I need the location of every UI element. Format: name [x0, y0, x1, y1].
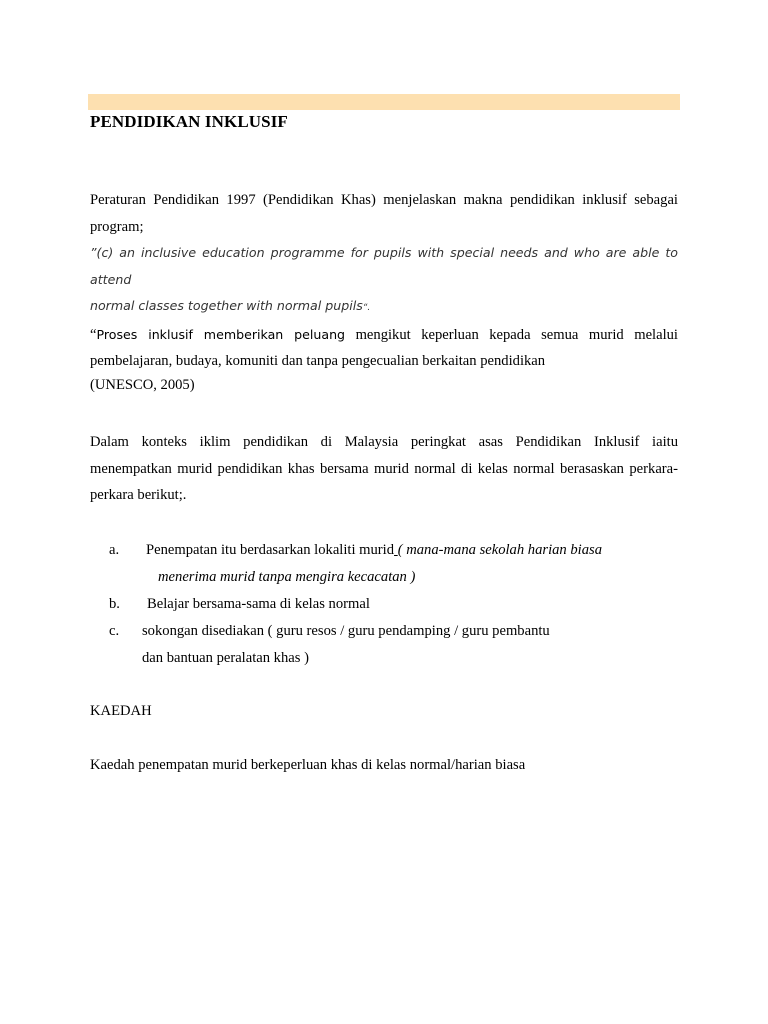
paragraph-regulation	[90, 187, 678, 322]
header-band	[88, 94, 680, 110]
list-item-a-continuation: menerima murid tanpa mengira kecacatan )	[158, 569, 416, 585]
kaedah-text: Kaedah penempatan murid berkeperluan khas di kelas normal/harian biasa	[90, 757, 526, 773]
list-item-c: sokongan disediakan ( guru resos / guru pendamping / guru pembantu	[142, 623, 550, 639]
list-item-c-continuation: dan bantuan peralatan khas )	[142, 650, 309, 666]
list-item-a	[146, 540, 602, 560]
unesco-open-quote: “	[90, 327, 97, 343]
list-marker-b: b.	[109, 596, 120, 612]
unesco-line-2: pembelajaran, budaya, komuniti dan tanpa pengecualian berkaitan pendidikan	[90, 352, 546, 369]
paragraph-malaysia	[90, 429, 678, 509]
regulation-quote-line-2	[90, 293, 678, 322]
list-item-a-italic: ( mana-mana sekolah harian biasa	[397, 542, 602, 558]
list-marker-a: a.	[109, 542, 120, 558]
kaedah-heading: KAEDAH	[90, 703, 152, 719]
document-title: PENDIDIKAN INKLUSIF	[90, 112, 288, 131]
malaysia-line-3: perkara berikut;.	[90, 487, 187, 503]
quote-text-1: (c) an inclusive education programme for pupils with special needs and who are able to attend	[90, 245, 678, 287]
quote-text-2: normal classes together with normal pupils	[90, 298, 363, 313]
malaysia-line-2: menempatkan murid pendidikan khas bersama murid normal di kelas normal berasaskan perkara-	[90, 460, 678, 477]
unesco-rest-text: mengikut keperluan kepada semua murid melalui	[345, 327, 678, 343]
quote-open-mark: ”	[90, 245, 97, 260]
list-item-b: Belajar bersama-sama di kelas normal	[147, 596, 370, 612]
regulation-line-2: program;	[90, 218, 144, 235]
unesco-citation: (UNESCO, 2005)	[90, 376, 195, 393]
list-item-a-text: Penempatan itu berdasarkan lokaliti murid	[146, 542, 395, 558]
unesco-sans-text: Proses inklusif memberikan peluang	[96, 327, 346, 342]
paragraph-unesco	[90, 322, 678, 397]
malaysia-line-1: Dalam konteks iklim pendidikan di Malaysia peringkat asas Pendidikan Inklusif iaitu	[90, 434, 678, 450]
list-marker-c: c.	[109, 623, 120, 639]
regulation-line-1: Peraturan Pendidikan 1997 (Pendidikan Khas) menjelaskan makna pendidikan inklusif sebagai	[90, 192, 678, 208]
quote-close-mark: “.	[362, 303, 371, 313]
regulation-quote-line-1	[90, 240, 678, 293]
unesco-line-1	[90, 322, 678, 349]
